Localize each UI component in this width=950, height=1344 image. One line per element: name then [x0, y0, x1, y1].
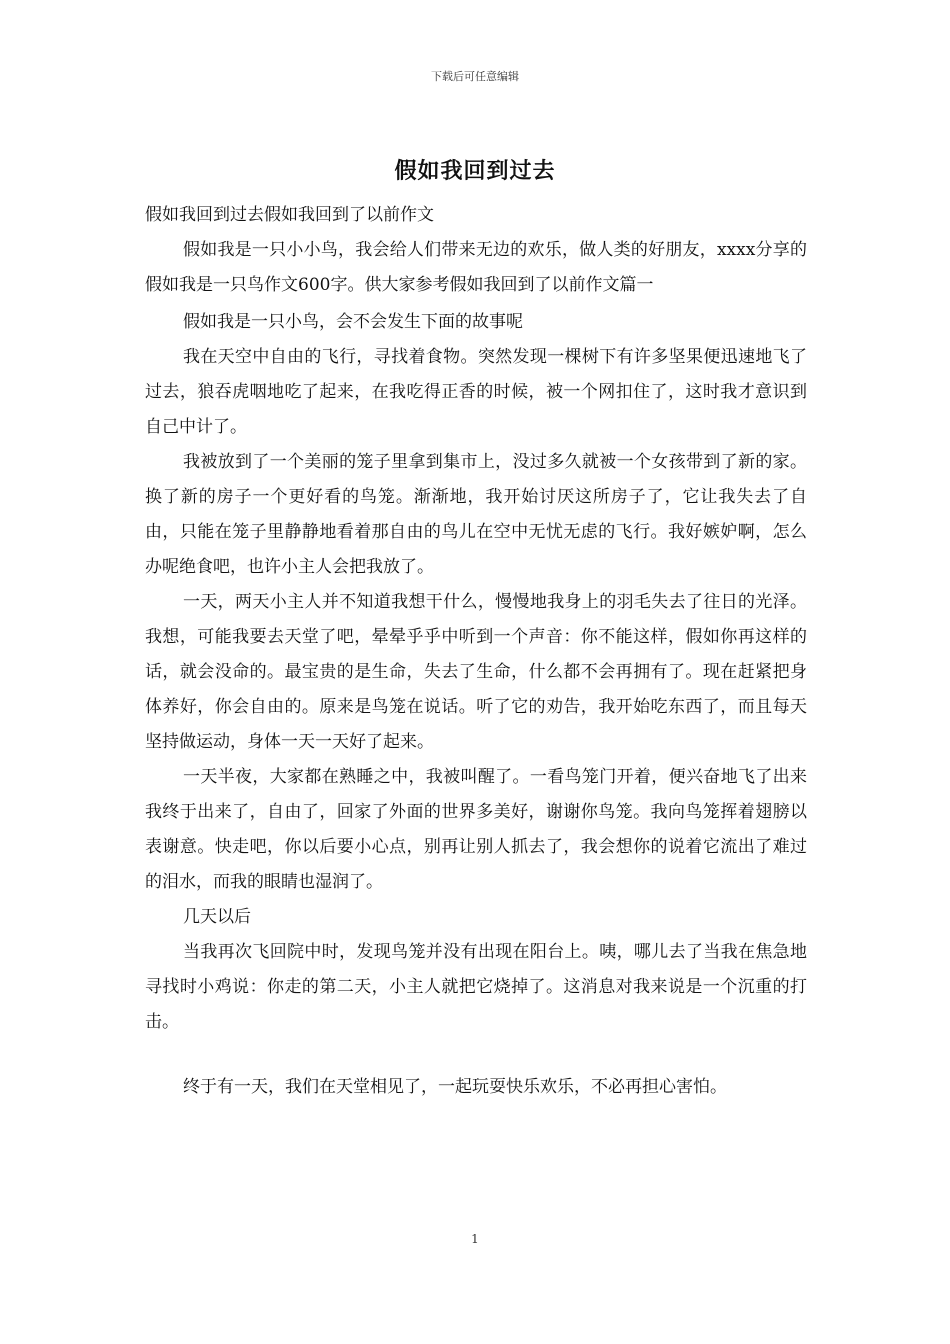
paragraph: 当我再次飞回院中时，发现鸟笼并没有出现在阳台上。咦，哪儿去了当我在焦急地寻找时小鸡说：你走的第二天，小主人就把它烧掉了。这消息对我来说是一个沉重的打击。 — [145, 942, 807, 1032]
paragraph: 一天，两天小主人并不知道我想干什么，慢慢地我身上的羽毛失去了往日的光泽。我想，可能我要去天堂了吧，晕晕乎乎中听到一个声音：你不能这样，假如你再这样的话，就会没命的。最宝贵的是生命，失去了生命，什么都不会再拥有了。现在赶紧把身体养好，你会自由的。原来是鸟笼在说话。听了它的劝告，我开始吃东西了，而且每天坚持做运动，身体一天一天好了起来。 — [145, 592, 807, 752]
document-body — [145, 198, 807, 1105]
page-number: 1 — [471, 1232, 479, 1246]
header-note: 下载后可任意编辑 — [431, 70, 519, 83]
subtitle-line: 假如我回到过去假如我回到了以前作文 — [145, 205, 434, 225]
paragraph-gap — [145, 1040, 807, 1070]
paragraph: 我被放到了一个美丽的笼子里拿到集市上，没过多久就被一个女孩带到了新的家。换了新的房子一个更好看的鸟笼。渐渐地，我开始讨厌这所房子了，它让我失去了自由，只能在笼子里静静地看着那自由的鸟儿在空中无忧无虑的飞行。我好嫉妒啊，怎么办呢绝食吧，也许小主人会把我放了。 — [145, 452, 807, 577]
page-title: 假如我回到过去 — [394, 158, 556, 184]
paragraph: 终于有一天，我们在天堂相见了，一起玩耍快乐欢乐，不必再担心害怕。 — [183, 1077, 727, 1097]
paragraph: 假如我是一只小小鸟，我会给人们带来无边的欢乐，做人类的好朋友，xxxx分享的假如我是一只鸟作文600字。供大家参考假如我回到了以前作文篇一 — [145, 240, 807, 295]
paragraph: 假如我是一只小鸟，会不会发生下面的故事呢 — [183, 312, 523, 332]
paragraph: 一天半夜，大家都在熟睡之中，我被叫醒了。一看鸟笼门开着，便兴奋地飞了出来我终于出来了，自由了，回家了外面的世界多美好，谢谢你鸟笼。我向鸟笼挥着翅膀以表谢意。快走吧，你以后要小心点，别再让别人抓去了，我会想你的说着它流出了难过的泪水，而我的眼睛也湿润了。 — [145, 767, 807, 892]
paragraph: 几天以后 — [183, 907, 251, 927]
paragraph: 我在天空中自由的飞行，寻找着食物。突然发现一棵树下有许多坚果便迅速地飞了过去，狼吞虎咽地吃了起来，在我吃得正香的时候，被一个网扣住了，这时我才意识到自己中计了。 — [145, 347, 807, 437]
